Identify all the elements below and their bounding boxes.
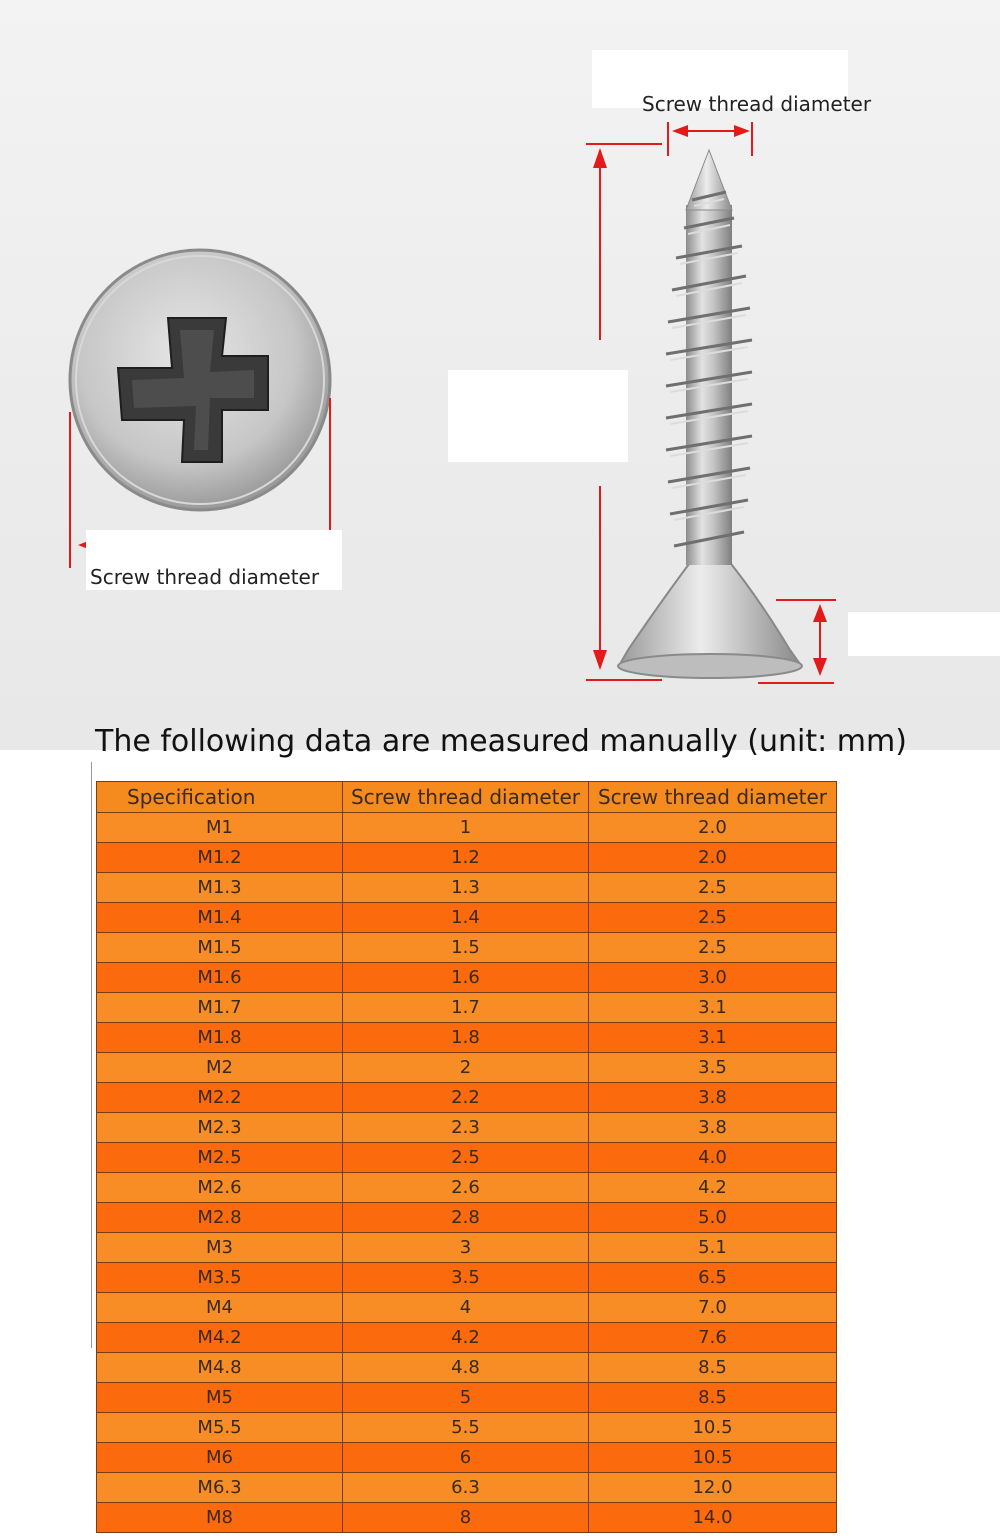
cell-specification: M1.3 xyxy=(97,873,343,903)
divider-line xyxy=(91,762,92,1348)
head-thread-diameter-label: Screw thread diameter xyxy=(90,565,320,589)
cell-thread-diameter: 4.2 xyxy=(343,1323,589,1353)
table-row xyxy=(97,1413,837,1443)
cell-thread-diameter: 2.8 xyxy=(343,1203,589,1233)
cell-thread-diameter: 2 xyxy=(343,1053,589,1083)
cell-thread-diameter: 2.3 xyxy=(343,1113,589,1143)
table-row xyxy=(97,1473,837,1503)
cell-specification: M3 xyxy=(97,1233,343,1263)
cell-specification: M2.6 xyxy=(97,1173,343,1203)
table-row xyxy=(97,1083,837,1113)
cell-specification: M5.5 xyxy=(97,1413,343,1443)
cell-thread-diameter-2: 2.5 xyxy=(589,933,837,963)
cell-thread-diameter-2: 10.5 xyxy=(589,1443,837,1473)
top-label-pad xyxy=(592,50,872,116)
cell-thread-diameter-2: 3.0 xyxy=(589,963,837,993)
cell-thread-diameter: 1 xyxy=(343,813,589,843)
cell-thread-diameter: 1.6 xyxy=(343,963,589,993)
cell-thread-diameter: 1.2 xyxy=(343,843,589,873)
cell-thread-diameter-2: 5.1 xyxy=(589,1233,837,1263)
cell-thread-diameter-2: 8.5 xyxy=(589,1383,837,1413)
table-row xyxy=(97,1173,837,1203)
cell-specification: M1 xyxy=(97,813,343,843)
cell-specification: M4.2 xyxy=(97,1323,343,1353)
cell-thread-diameter-2: 2.0 xyxy=(589,843,837,873)
table-row xyxy=(97,873,837,903)
table-row xyxy=(97,1503,837,1533)
cell-thread-diameter-2: 10.5 xyxy=(589,1413,837,1443)
screw-side-view xyxy=(618,150,802,678)
table-row xyxy=(97,813,837,843)
cell-thread-diameter-2: 12.0 xyxy=(589,1473,837,1503)
cell-thread-diameter-2: 6.5 xyxy=(589,1263,837,1293)
table-row xyxy=(97,933,837,963)
cell-thread-diameter: 2.5 xyxy=(343,1143,589,1173)
cell-thread-diameter: 1.7 xyxy=(343,993,589,1023)
cell-thread-diameter: 1.8 xyxy=(343,1023,589,1053)
cell-thread-diameter: 4 xyxy=(343,1293,589,1323)
cell-thread-diameter-2: 4.0 xyxy=(589,1143,837,1173)
cell-thread-diameter: 6 xyxy=(343,1443,589,1473)
table-row xyxy=(97,963,837,993)
cell-thread-diameter: 4.8 xyxy=(343,1353,589,1383)
cell-thread-diameter: 5.5 xyxy=(343,1413,589,1443)
cell-specification: M2 xyxy=(97,1053,343,1083)
table-row xyxy=(97,1053,837,1083)
header-specification: Specification xyxy=(97,782,343,813)
table-row xyxy=(97,1323,837,1353)
cell-thread-diameter-2: 7.0 xyxy=(589,1293,837,1323)
cell-specification: M4 xyxy=(97,1293,343,1323)
cell-specification: M6.3 xyxy=(97,1473,343,1503)
cell-specification: M1.4 xyxy=(97,903,343,933)
table-row xyxy=(97,1143,837,1173)
table-row xyxy=(97,1023,837,1053)
header-thread-diameter: Screw thread diameter xyxy=(343,782,589,813)
cell-thread-diameter-2: 7.6 xyxy=(589,1323,837,1353)
top-thread-diameter-label: Screw thread diameter xyxy=(642,92,872,116)
cell-specification: M5 xyxy=(97,1383,343,1413)
cell-specification: M1.8 xyxy=(97,1023,343,1053)
cell-specification: M2.3 xyxy=(97,1113,343,1143)
cell-thread-diameter: 3 xyxy=(343,1233,589,1263)
cell-thread-diameter: 2.6 xyxy=(343,1173,589,1203)
table-row xyxy=(97,1263,837,1293)
cell-specification: M8 xyxy=(97,1503,343,1533)
bottom-label-pad xyxy=(86,530,342,590)
cell-thread-diameter: 6.3 xyxy=(343,1473,589,1503)
header-thread-diameter-2: Screw thread diameter xyxy=(589,782,837,813)
table-row xyxy=(97,1233,837,1263)
cell-thread-diameter: 1.4 xyxy=(343,903,589,933)
cell-thread-diameter-2: 2.5 xyxy=(589,903,837,933)
cell-specification: M2.2 xyxy=(97,1083,343,1113)
spec-table xyxy=(96,781,837,1533)
table-row xyxy=(97,903,837,933)
product-photo xyxy=(0,0,1000,750)
cell-specification: M3.5 xyxy=(97,1263,343,1293)
cell-thread-diameter: 1.5 xyxy=(343,933,589,963)
table-body xyxy=(97,813,837,1533)
cell-specification: M1.2 xyxy=(97,843,343,873)
table-row xyxy=(97,1293,837,1323)
cell-thread-diameter-2: 3.8 xyxy=(589,1083,837,1113)
cell-thread-diameter-2: 3.5 xyxy=(589,1053,837,1083)
table-row xyxy=(97,1443,837,1473)
table-row xyxy=(97,993,837,1023)
table-row xyxy=(97,843,837,873)
table-row xyxy=(97,1353,837,1383)
cell-specification: M1.7 xyxy=(97,993,343,1023)
cell-specification: M6 xyxy=(97,1443,343,1473)
measurement-caption: The following data are measured manually (unit: mm) xyxy=(95,724,907,759)
cell-thread-diameter: 8 xyxy=(343,1503,589,1533)
cell-thread-diameter-2: 4.2 xyxy=(589,1173,837,1203)
cell-thread-diameter-2: 8.5 xyxy=(589,1353,837,1383)
blank-label-pad xyxy=(848,612,1000,656)
cell-thread-diameter-2: 5.0 xyxy=(589,1203,837,1233)
cell-thread-diameter: 3.5 xyxy=(343,1263,589,1293)
cell-thread-diameter-2: 3.8 xyxy=(589,1113,837,1143)
cell-thread-diameter-2: 14.0 xyxy=(589,1503,837,1533)
cell-thread-diameter-2: 2.5 xyxy=(589,873,837,903)
table-row xyxy=(97,1203,837,1233)
cell-thread-diameter-2: 3.1 xyxy=(589,993,837,1023)
table-header-row xyxy=(97,782,837,813)
cell-thread-diameter: 1.3 xyxy=(343,873,589,903)
cell-specification: M4.8 xyxy=(97,1353,343,1383)
cell-thread-diameter-2: 2.0 xyxy=(589,813,837,843)
cell-thread-diameter-2: 3.1 xyxy=(589,1023,837,1053)
cell-specification: M2.5 xyxy=(97,1143,343,1173)
cell-specification: M2.8 xyxy=(97,1203,343,1233)
cell-thread-diameter: 2.2 xyxy=(343,1083,589,1113)
blank-label-pad xyxy=(448,370,628,462)
cell-thread-diameter: 5 xyxy=(343,1383,589,1413)
cell-specification: M1.6 xyxy=(97,963,343,993)
screw-head-view xyxy=(70,250,330,510)
table-row xyxy=(97,1113,837,1143)
cell-specification: M1.5 xyxy=(97,933,343,963)
table-row xyxy=(97,1383,837,1413)
